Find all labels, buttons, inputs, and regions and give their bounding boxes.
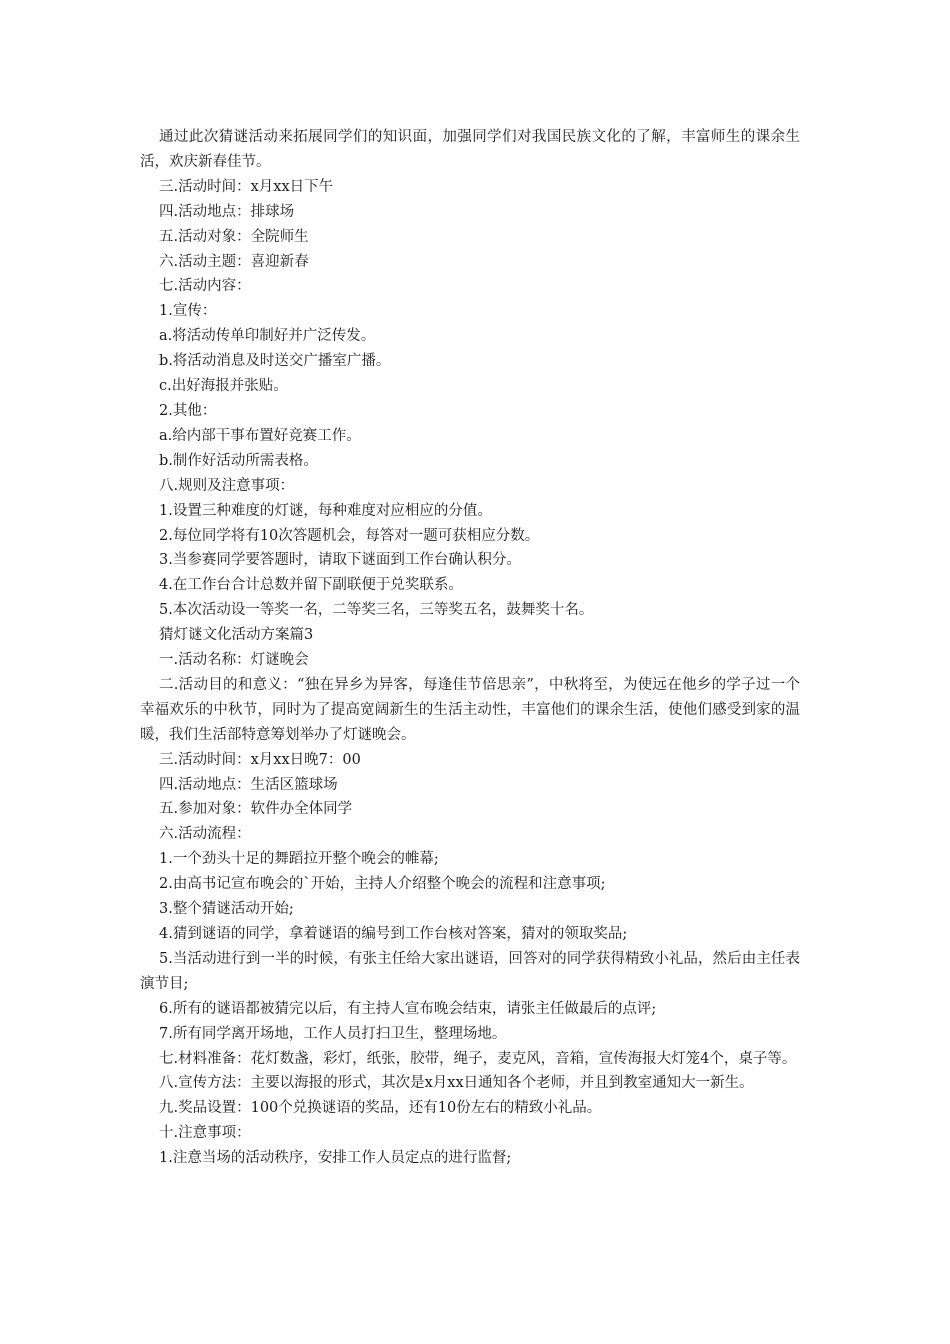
paragraph: 二.活动目的和意义：“独在异乡为异客，每逢佳节倍思亲”，中秋将至，为使远在他乡的学子过一个幸福欢乐的中秋节，同时为了提高宽阔新生的生活主动性，丰富他们的课余生活，使他们感受到家的温暖，我们生活部特意筹划举办了灯谜晚会。 bbox=[140, 676, 800, 743]
paragraph: 6.所有的谜语都被猜完以后，有主持人宣布晚会结束，请张主任做最后的点评; bbox=[159, 1000, 657, 1017]
paragraph: 三.活动时间：x月xx日晚7：00 bbox=[159, 751, 361, 768]
paragraph: 六.活动主题：喜迎新春 bbox=[159, 253, 309, 270]
paragraph: 1.一个劲头十足的舞蹈拉开整个晚会的帷幕; bbox=[159, 851, 439, 868]
paragraph: 六.活动流程： bbox=[159, 826, 251, 843]
paragraph: 四.活动地点：生活区篮球场 bbox=[159, 776, 338, 793]
paragraph: 十.注意事项： bbox=[159, 1125, 251, 1142]
paragraph: 2.其他： bbox=[159, 402, 217, 419]
paragraph: 通过此次猜谜活动来拓展同学们的知识面，加强同学们对我国民族文化的了解，丰富师生的课余生活，欢庆新春佳节。 bbox=[140, 129, 800, 170]
paragraph: a.给内部干事布置好竞赛工作。 bbox=[159, 427, 361, 444]
paragraph: 3.整个猜谜活动开始; bbox=[159, 901, 294, 918]
paragraph: 4.在工作台合计总数并留下副联便于兑奖联系。 bbox=[159, 577, 463, 594]
paragraph: 1.注意当场的活动秩序，安排工作人员定点的进行监督; bbox=[159, 1150, 512, 1167]
paragraph: 三.活动时间：x月xx日下午 bbox=[159, 178, 334, 195]
paragraph: 1.设置三种难度的灯谜，每种难度对应相应的分值。 bbox=[159, 502, 492, 519]
document-body bbox=[140, 125, 800, 1171]
paragraph: 八.宣传方法：主要以海报的形式，其次是x月xx日通知各个老师，并且到教室通知大一新生。 bbox=[159, 1075, 754, 1092]
section-title: 猜灯谜文化活动方案篇3 bbox=[159, 627, 314, 644]
paragraph: 四.活动地点：排球场 bbox=[159, 203, 295, 220]
paragraph: 5.当活动进行到一半的时候，有张主任给大家出谜语，回答对的同学获得精致小礼品，然后由主任表演节目; bbox=[140, 950, 800, 992]
paragraph: c.出好海报并张贴。 bbox=[159, 378, 288, 395]
paragraph: b.制作好活动所需表格。 bbox=[159, 452, 318, 469]
paragraph: 五.参加对象：软件办全体同学 bbox=[159, 801, 353, 818]
paragraph: a.将活动传单印制好并广泛传发。 bbox=[159, 328, 376, 345]
paragraph: 2.由高书记宣布晚会的`开始，主持人介绍整个晚会的流程和注意事项; bbox=[159, 876, 606, 893]
paragraph: 5.本次活动设一等奖一名，二等奖三名，三等奖五名，鼓舞奖十名。 bbox=[159, 602, 594, 619]
paragraph: 七.材料准备：花灯数盏，彩灯，纸张，胶带，绳子，麦克风，音箱，宣传海报大灯笼4个，桌子等。 bbox=[159, 1050, 797, 1067]
paragraph: 八.规则及注意事项： bbox=[159, 477, 295, 494]
paragraph: 1.宣传： bbox=[159, 303, 217, 320]
paragraph: 五.活动对象：全院师生 bbox=[159, 228, 309, 245]
paragraph: b.将活动消息及时送交广播室广播。 bbox=[159, 353, 391, 370]
paragraph: 7.所有同学离开场地，工作人员打扫卫生，整理场地。 bbox=[159, 1025, 507, 1042]
paragraph: 一.活动名称：灯谜晚会 bbox=[159, 652, 309, 669]
paragraph: 七.活动内容： bbox=[159, 278, 251, 295]
paragraph: 3.当参赛同学要答题时，请取下谜面到工作台确认积分。 bbox=[159, 552, 521, 569]
paragraph: 九.奖品设置：100个兑换谜语的奖品，还有10份左右的精致小礼品。 bbox=[159, 1100, 602, 1117]
paragraph: 2.每位同学将有10次答题机会，每答对一题可获相应分数。 bbox=[159, 527, 540, 544]
paragraph: 4.猜到谜语的同学，拿着谜语的编号到工作台核对答案，猜对的领取奖品; bbox=[159, 926, 628, 942]
